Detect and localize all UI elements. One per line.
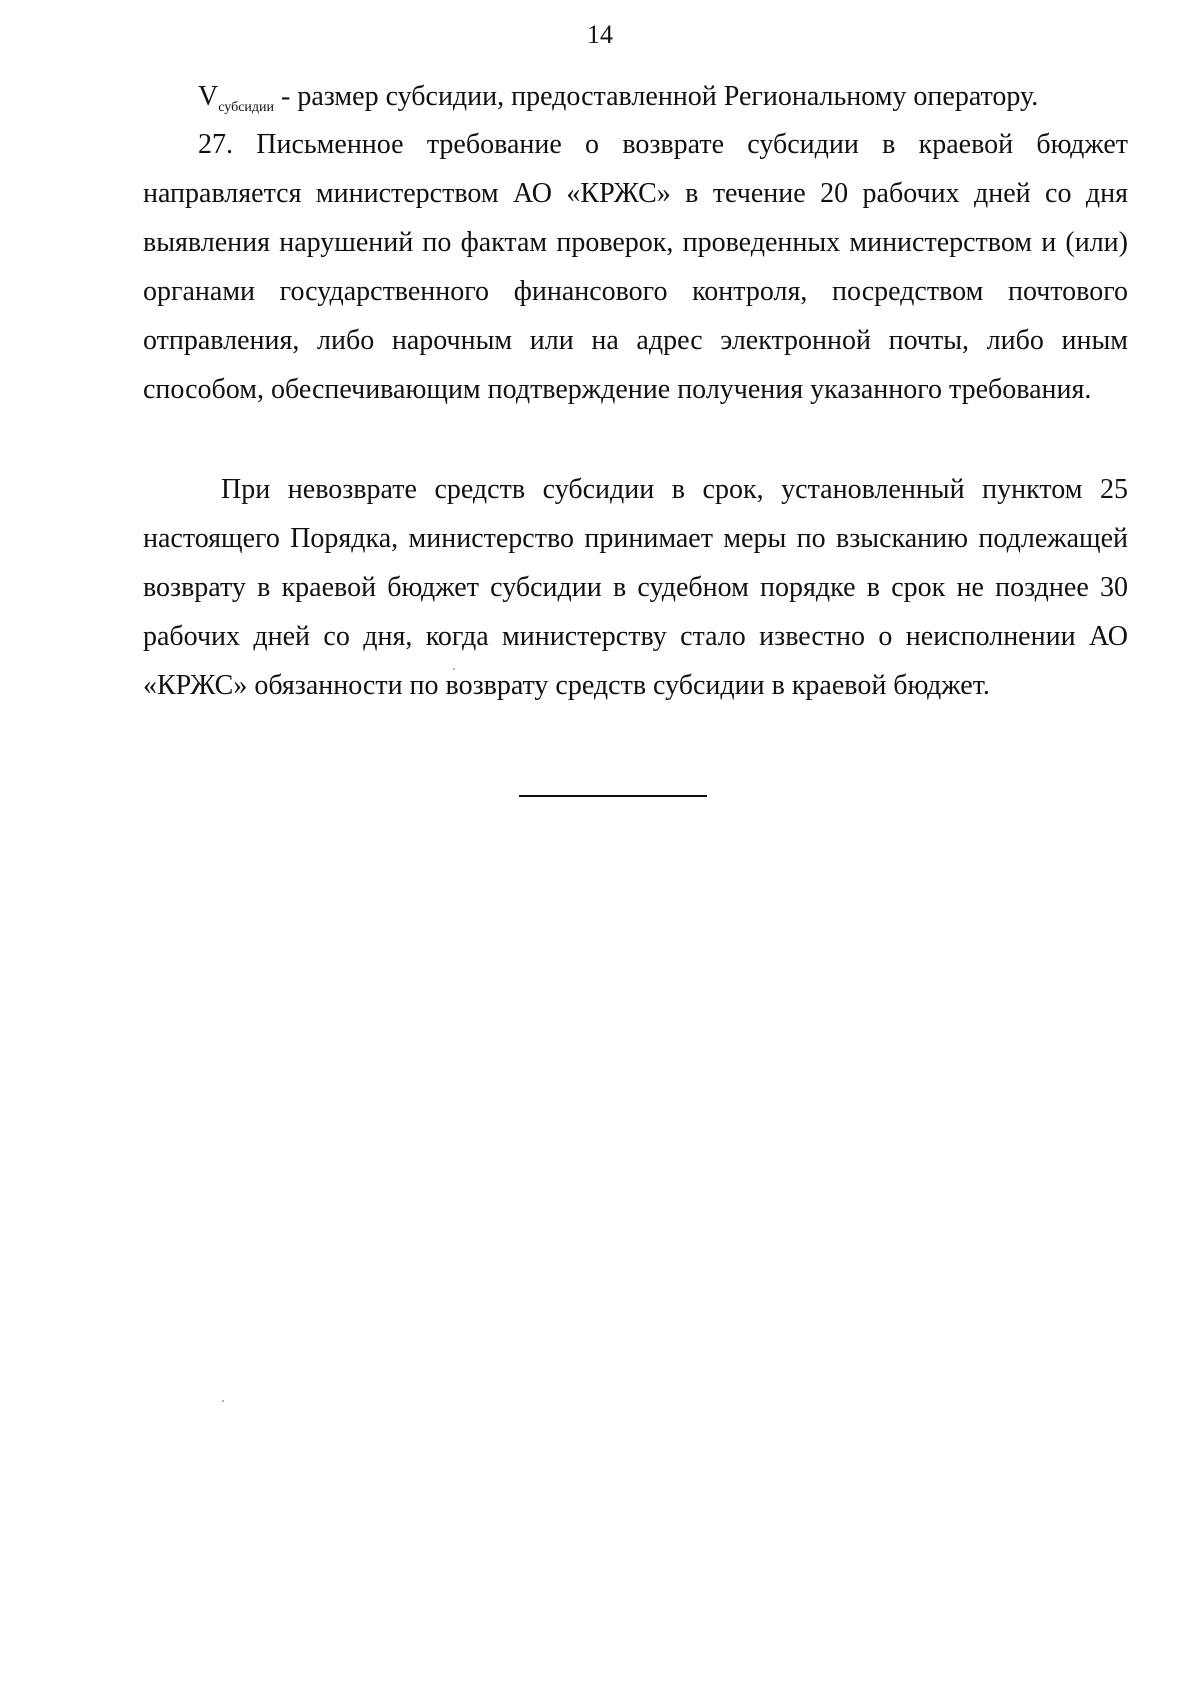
scan-speck: [453, 668, 455, 670]
end-of-text-rule: [519, 795, 707, 797]
page-number: 14: [587, 20, 613, 49]
paragraph-recovery: При невозврате средств субсидии в срок, установленный пунктом 25 настоящего Порядка, министерство принимает меры по взысканию подлежащей возврату в краевой бюджет субсидии в судебном порядке в срок не позднее 30 рабочих дней со дня, когда министерству стало известно о неисполнении АО «КРЖС» обязанности по возврату средств субсидии в краевой бюджет.: [143, 474, 1128, 701]
subsidy-definition: [143, 72, 1128, 126]
paragraph-27: 27. Письменное требование о возврате субсидии в краевой бюджет направляется министерством АО «КРЖС» в течение 20 рабочих дней со дня выявления нарушений по фактам проверок, проведенных министерством и (или) органами государственного финансового контроля, посредством почтового отправления, либо нарочным или на адрес электронной почты, либо иным способом, обеспечивающим подтверждение получения указанного требования.: [143, 129, 1128, 405]
definition-text: - размер субсидии, предоставленной Региональному оператору.: [274, 81, 1039, 112]
scan-speck: [222, 1400, 224, 1402]
formula-subscript: субсидии: [218, 100, 275, 115]
formula-symbol: V: [198, 81, 219, 112]
